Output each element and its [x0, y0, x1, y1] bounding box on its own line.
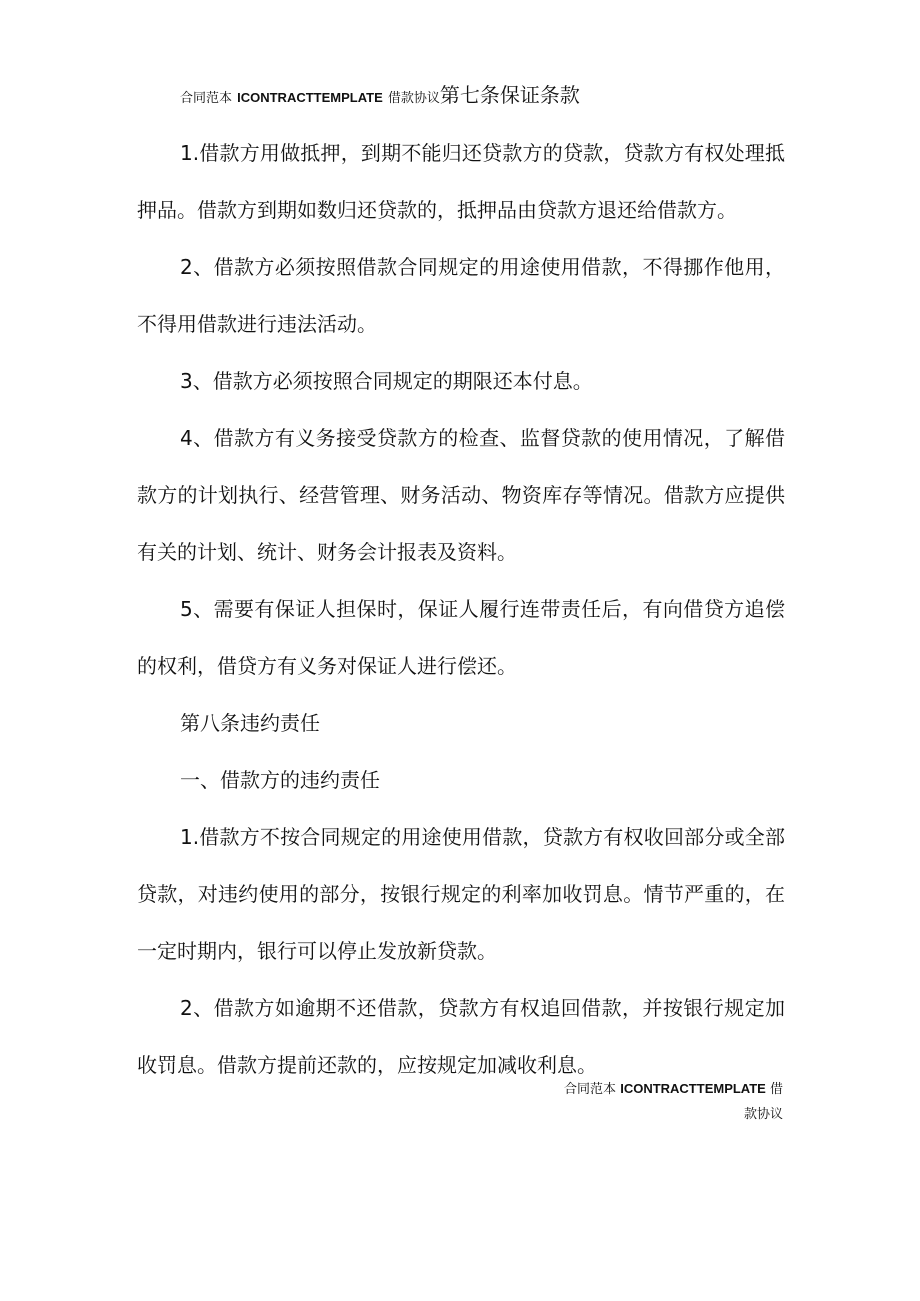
article-8-heading: 第八条违约责任	[180, 711, 320, 735]
paragraph-clause-4: 4、借款方有义务接受贷款方的检查、监督贷款的使用情况，了解借款方的计划执行、经营管理、财务活动、物资库存等情况。借款方应提供有关的计划、统计、财务会计报表及资料。	[137, 426, 785, 564]
paragraph-breach-2: 2、借款方如逾期不还借款，贷款方有权追回借款，并按银行规定加收罚息。借款方提前还款的，应按规定加减收利息。	[137, 996, 785, 1077]
header-brand: ICONTRACTTEMPLATE	[237, 90, 383, 105]
header-suffix: 借款协议	[387, 91, 440, 106]
paragraph-clause-3: 3、借款方必须按照合同规定的期限还本付息。	[180, 369, 593, 393]
section-title: 第七条保证条款	[439, 83, 580, 107]
footer-suffix-line1: 借	[769, 1082, 783, 1097]
document-body	[137, 125, 785, 1094]
footer-suffix-line2: 款协议	[743, 1107, 783, 1122]
subsection-heading: 一、借款方的违约责任	[180, 768, 380, 792]
page-footer	[483, 1074, 783, 1105]
paragraph-clause-1: 1.借款方用做抵押，到期不能归还贷款方的贷款，贷款方有权处理抵押品。借款方到期如数归还贷款的，抵押品由贷款方退还给借款方。	[137, 141, 785, 222]
page-header	[180, 80, 800, 114]
paragraph-clause-5: 5、需要有保证人担保时，保证人履行连带责任后，有向借贷方追偿的权利，借贷方有义务对保证人进行偿还。	[137, 597, 785, 678]
footer-brand: ICONTRACTTEMPLATE	[620, 1081, 766, 1096]
paragraph-clause-2: 2、借款方必须按照借款合同规定的用途使用借款，不得挪作他用，不得用借款进行违法活动。	[137, 255, 785, 336]
header-prefix: 合同范本	[180, 91, 233, 106]
paragraph-breach-1: 1.借款方不按合同规定的用途使用借款，贷款方有权收回部分或全部贷款，对违约使用的部分，按银行规定的利率加收罚息。情节严重的，在一定时期内，银行可以停止发放新贷款。	[137, 825, 785, 963]
footer-prefix: 合同范本	[564, 1082, 617, 1097]
